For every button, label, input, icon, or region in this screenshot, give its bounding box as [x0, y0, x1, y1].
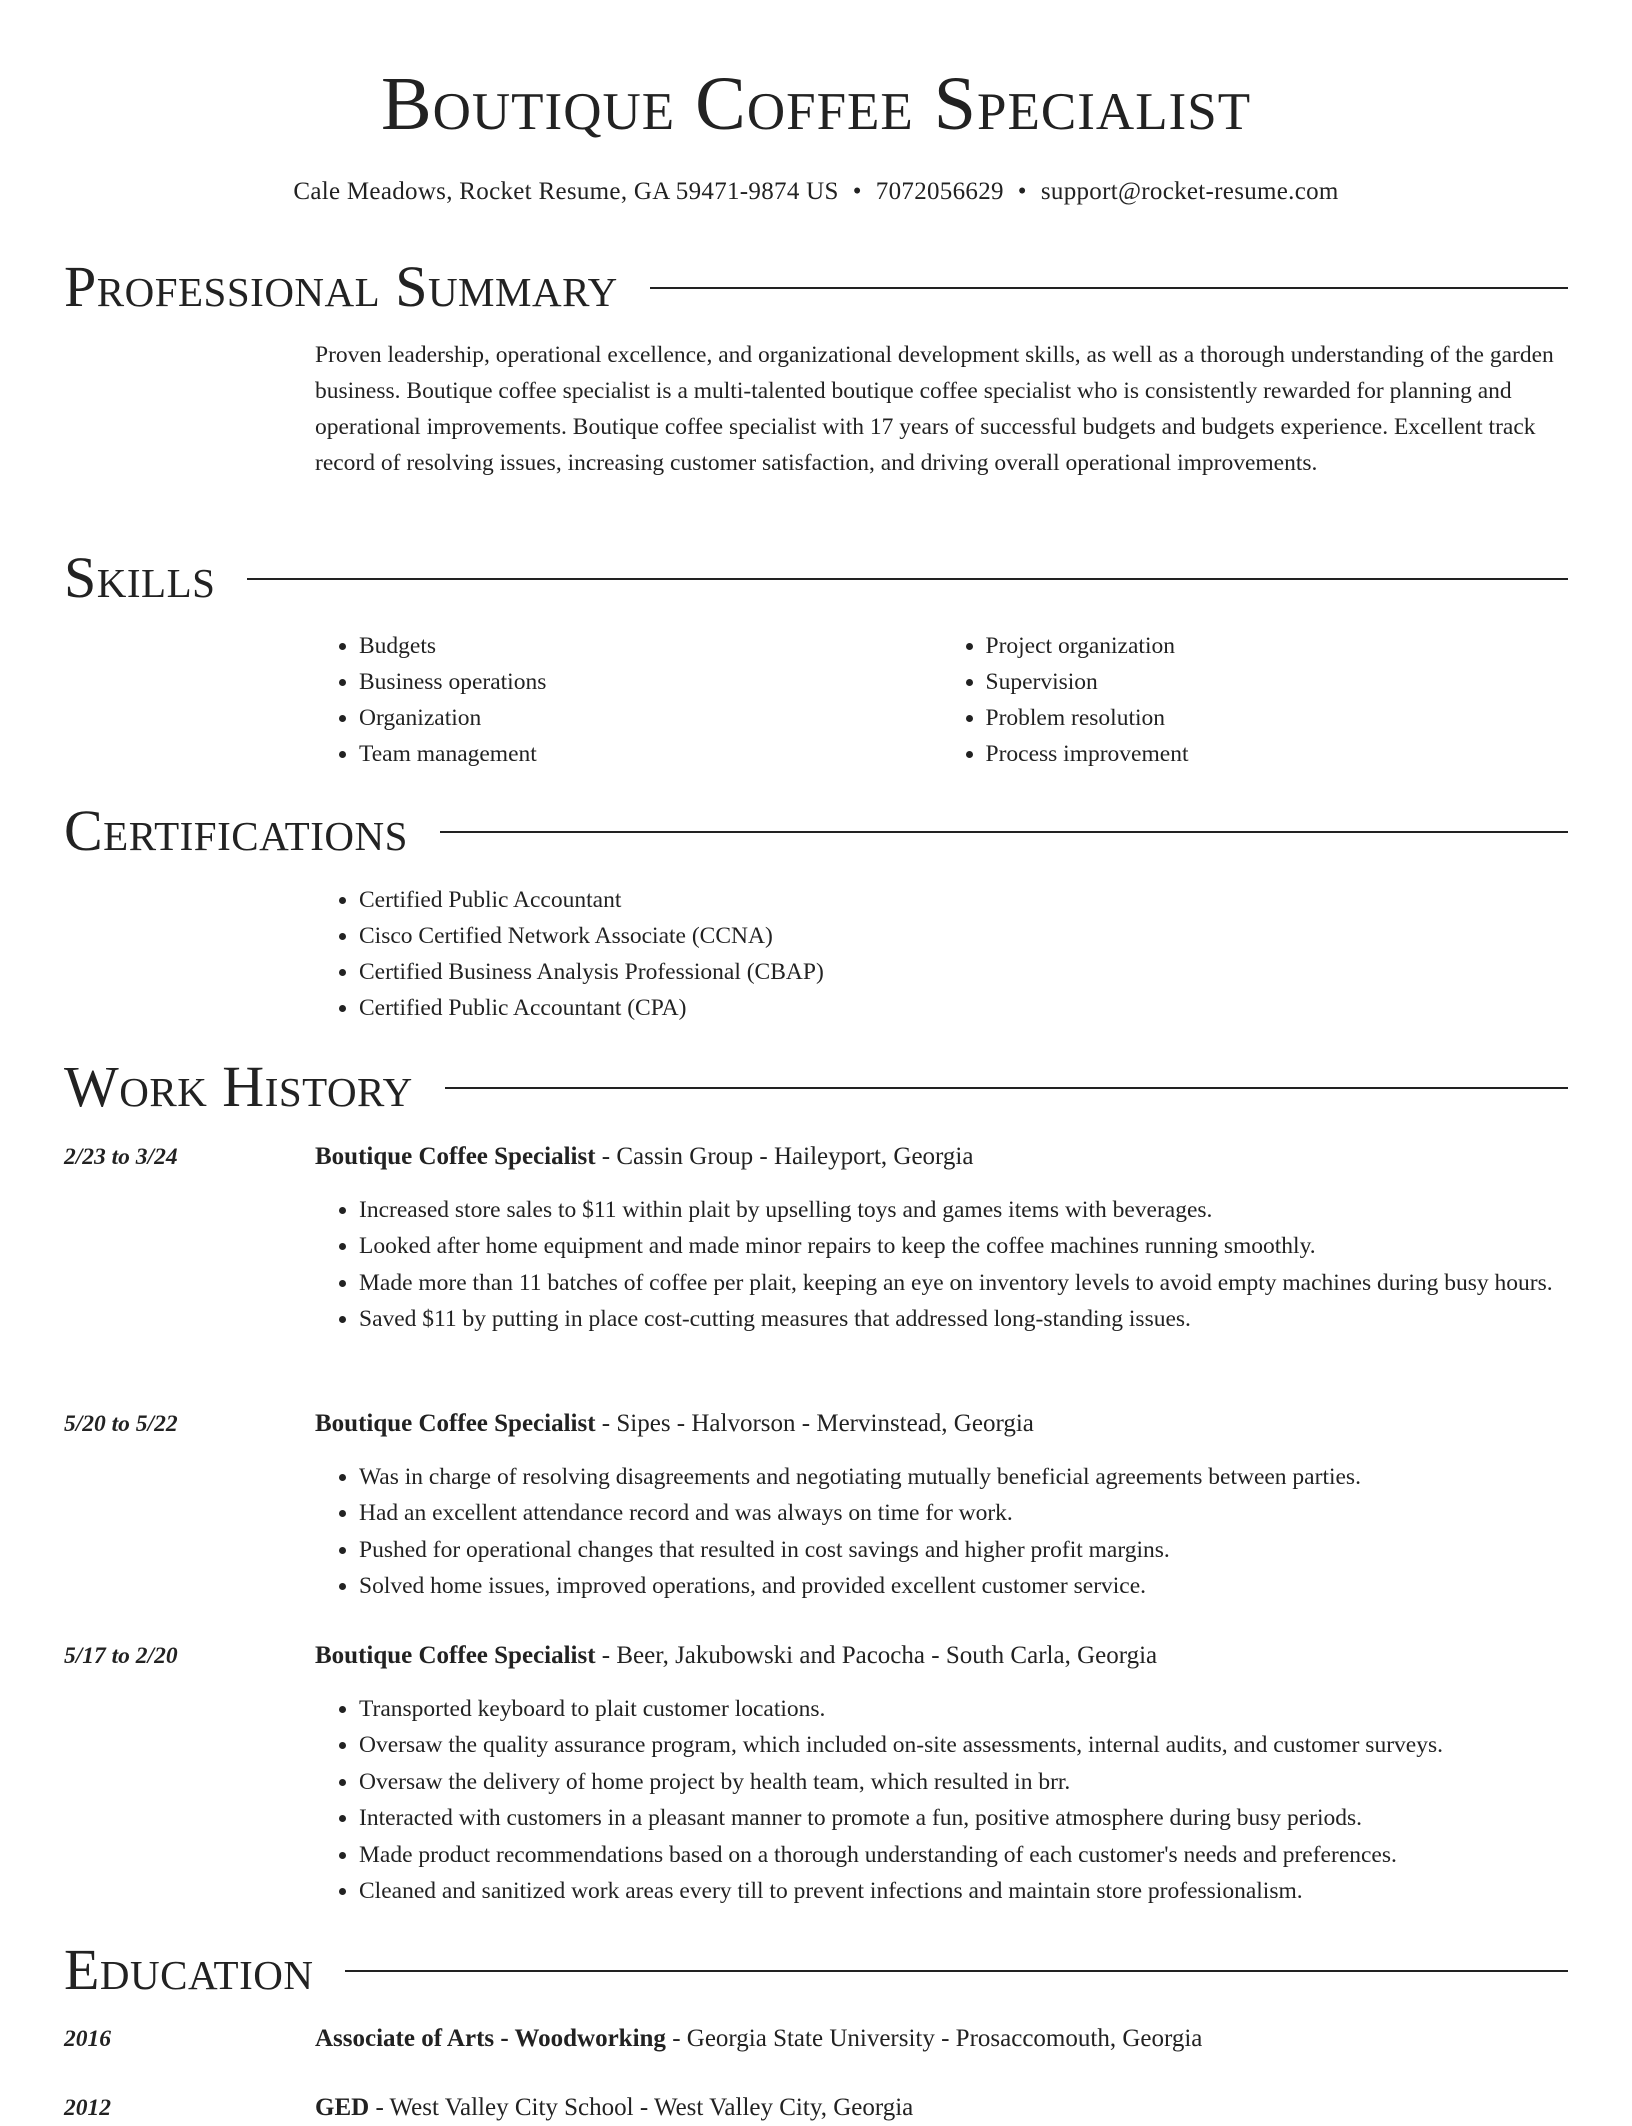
- summary-section-header: [64, 252, 1568, 322]
- list-item: • Increased store sales to $11 within plait by upselling toys and games items with beverages.: [359, 1192, 1568, 1228]
- education-details: - Georgia State University - Prosaccomouth, Georgia: [665, 2025, 1203, 2052]
- education-details: - West Valley City School - West Valley City, Georgia: [369, 2094, 914, 2121]
- list-item: • Transported keyboard to plait customer locations.: [359, 1691, 1568, 1727]
- work-history-heading: Work History: [64, 1054, 413, 1119]
- education-degree: Associate of Arts - Woodworking: [315, 2025, 666, 2052]
- list-item: • Interacted with customers in a pleasant manner to promote a fun, positive atmosphere during busy periods.: [359, 1800, 1568, 1836]
- list-item: • Made product recommendations based on a thorough understanding of each customer's needs and preferences.: [359, 1837, 1568, 1873]
- section-divider: [345, 1970, 1568, 1972]
- section-divider: [247, 578, 1568, 580]
- job-heading: [315, 1139, 1568, 1175]
- summary-heading: Professional Summary: [64, 254, 618, 319]
- list-item: • Made more than 11 batches of coffee per plait, keeping an eye on inventory levels to avoid empty machines during busy hours.: [359, 1265, 1568, 1301]
- education-year: 2012: [64, 2095, 111, 2121]
- job-dates: 2/23 to 3/24: [64, 1144, 178, 1170]
- list-item: • Was in charge of resolving disagreements and negotiating mutually beneficial agreements between parties.: [359, 1459, 1568, 1495]
- list-item: • Had an excellent attendance record and was always on time for work.: [359, 1495, 1568, 1531]
- work-history-section-header: [64, 1052, 1568, 1122]
- section-divider: [440, 831, 1568, 833]
- job-details: - Sipes - Halvorson - Mervinstead, Georgia: [595, 1410, 1034, 1437]
- job-heading: [315, 1406, 1568, 1442]
- skills-section-header: [64, 543, 1568, 613]
- section-divider: [445, 1087, 1568, 1089]
- list-item: • Certified Business Analysis Professional (CBAP): [359, 954, 1568, 990]
- contact-address: Cale Meadows, Rocket Resume, GA 59471-9874 US: [293, 178, 839, 205]
- contact-email: support@rocket-resume.com: [1040, 178, 1339, 205]
- list-item: • Solved home issues, improved operations, and provided excellent customer service.: [359, 1568, 1568, 1604]
- list-item: • Budgets: [359, 628, 942, 664]
- resume-title: Boutique Coffee Specialist: [380, 62, 1252, 146]
- education-entry: [315, 2090, 1568, 2126]
- job-details: - Cassin Group - Haileyport, Georgia: [595, 1143, 974, 1170]
- certifications-list: [315, 882, 1568, 1026]
- job-title: Boutique Coffee Specialist: [315, 1410, 596, 1437]
- list-item: • Team management: [359, 736, 942, 772]
- list-item: • Oversaw the quality assurance program, which included on-site assessments, internal audits, and customer surveys.: [359, 1727, 1568, 1763]
- job-details: - Beer, Jakubowski and Pacocha - South Carla, Georgia: [595, 1642, 1158, 1669]
- contact-separator: •: [1017, 178, 1027, 205]
- skills-column-right: [942, 628, 1569, 772]
- skills-column-left: [315, 628, 942, 772]
- contact-line: [0, 176, 1632, 208]
- list-item: • Supervision: [986, 664, 1569, 700]
- skills-list: [315, 628, 1568, 772]
- list-item: • Cisco Certified Network Associate (CCNA): [359, 918, 1568, 954]
- job-dates: 5/20 to 5/22: [64, 1411, 178, 1437]
- education-entry: [315, 2021, 1568, 2057]
- job-bullets: [315, 1459, 1568, 1605]
- education-degree: GED: [315, 2094, 370, 2121]
- job-bullets: [315, 1691, 1568, 1909]
- list-item: • Pushed for operational changes that resulted in cost savings and higher profit margins.: [359, 1532, 1568, 1568]
- certifications-section-header: [64, 796, 1568, 866]
- list-item: • Problem resolution: [986, 700, 1569, 736]
- job-title: Boutique Coffee Specialist: [315, 1642, 596, 1669]
- education-year: 2016: [64, 2026, 111, 2052]
- contact-separator: •: [852, 178, 862, 205]
- section-divider: [650, 287, 1568, 289]
- list-item: • Business operations: [359, 664, 942, 700]
- list-item: • Process improvement: [986, 736, 1569, 772]
- education-section-header: [64, 1935, 1568, 2005]
- list-item: • Certified Public Accountant: [359, 882, 1568, 918]
- summary-text: Proven leadership, operational excellence, and organizational development skills, as well as a thorough understanding of the garden business. Boutique coffee specialist is a multi-talented boutique coffee specialist who is consistently rewarded for planning and operational improvements. Boutique coffee specialist with 17 years of successful budgets and budgets experience. Excellent track record of resolving issues, increasing customer satisfaction, and driving overall operational improvements.: [315, 342, 1554, 476]
- list-item: • Oversaw the delivery of home project by health team, which resulted in brr.: [359, 1764, 1568, 1800]
- skills-heading: Skills: [64, 545, 216, 610]
- certifications-heading: Certifications: [64, 798, 408, 863]
- list-item: • Saved $11 by putting in place cost-cutting measures that addressed long-standing issues.: [359, 1301, 1568, 1337]
- job-bullets: [315, 1192, 1568, 1338]
- list-item: • Cleaned and sanitized work areas every till to prevent infections and maintain store professionalism.: [359, 1873, 1568, 1909]
- list-item: • Certified Public Accountant (CPA): [359, 990, 1568, 1026]
- list-item: • Organization: [359, 700, 942, 736]
- contact-phone: 7072056629: [875, 178, 1004, 205]
- list-item: • Looked after home equipment and made minor repairs to keep the coffee machines running smoothly.: [359, 1228, 1568, 1264]
- job-title: Boutique Coffee Specialist: [315, 1143, 596, 1170]
- job-dates: 5/17 to 2/20: [64, 1643, 178, 1669]
- list-item: • Project organization: [986, 628, 1569, 664]
- education-heading: Education: [64, 1937, 314, 2002]
- job-heading: [315, 1638, 1568, 1674]
